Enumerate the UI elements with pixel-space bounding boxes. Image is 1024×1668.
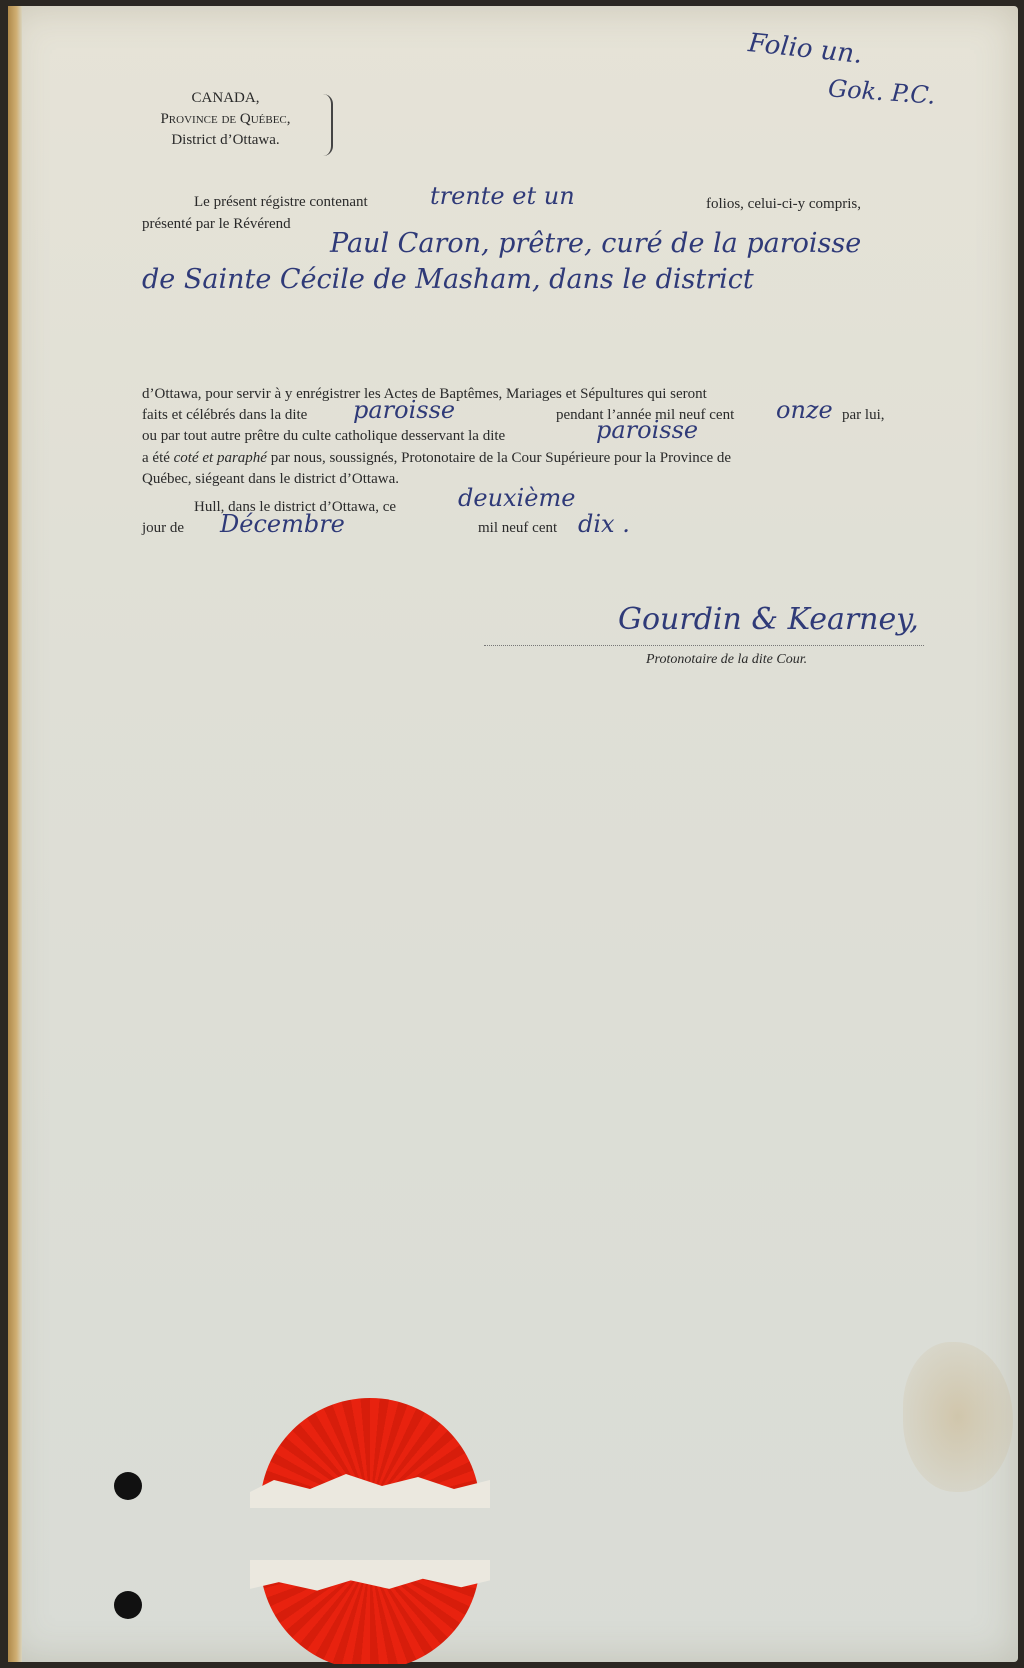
body-line-7-start: jour de: [142, 520, 185, 536]
body-fill-day: deuxième: [458, 484, 576, 512]
paper-stain: [903, 1342, 1013, 1492]
body-line-4: [142, 450, 731, 467]
body-line-2-end: par lui,: [842, 407, 885, 423]
signature-caption: Protonotaire de la dite Cour.: [646, 652, 808, 667]
header-brace: [323, 94, 333, 156]
body-fill-month: Décembre: [220, 510, 345, 538]
intro-line-1-start: Le présent régistre contenant: [194, 194, 368, 210]
body-line-4-end: par nous, soussignés, Protonotaire de la Cour Supérieure pour la Province de: [270, 450, 732, 466]
register-page: [8, 6, 1018, 1662]
wax-seal-upper: [250, 1398, 490, 1508]
body-line-1: d’Ottawa, pour servir à y enrégistrer les Actes de Baptêmes, Mariages et Sépultures qui seront: [142, 386, 707, 402]
intro-priest-name: Paul Caron, prêtre, curé de la paroisse: [330, 228, 862, 259]
body-line-3-start: ou par tout autre prêtre du culte catholique desservant la dite: [142, 428, 506, 444]
folio-initials: Gok. P.C.: [827, 74, 937, 110]
body-fill-parish-2: paroisse: [596, 416, 699, 444]
body-fill-year-2: dix .: [578, 510, 630, 538]
signature-line: [484, 645, 924, 646]
intro-parish-name: de Sainte Cécile de Masham, dans le district: [142, 264, 754, 295]
intro-line-1-end: folios, celui-ci-y compris,: [706, 196, 861, 212]
body-line-4-start: a été: [142, 450, 170, 466]
jurisdiction-header: [138, 88, 313, 151]
body-line-7-mid: mil neuf cent: [478, 520, 558, 536]
intro-line-2: présenté par le Révérend: [142, 216, 291, 232]
folio-note: Folio un.: [746, 28, 864, 70]
header-province: Province de Québec,: [160, 111, 291, 127]
header-country: CANADA,: [191, 90, 260, 106]
wax-seal-lower: [250, 1560, 490, 1664]
punch-hole-lower: [114, 1591, 142, 1619]
protonotary-signature: Gourdin & Kearney,: [618, 602, 919, 637]
intro-folio-count: trente et un: [430, 182, 575, 210]
body-fill-year-1: onze: [776, 396, 833, 424]
punch-hole-upper: [114, 1472, 142, 1500]
header-district: District d’Ottawa.: [171, 132, 280, 148]
body-line-4-italic: coté et paraphé: [173, 450, 267, 466]
page-binding: [8, 6, 22, 1662]
body-fill-parish-1: paroisse: [353, 396, 456, 424]
body-line-6-start: Hull, dans le district d’Ottawa, ce: [194, 499, 397, 515]
body-line-5: Québec, siégeant dans le district d’Ottawa.: [142, 471, 399, 487]
body-line-2-start: faits et célébrés dans la dite: [142, 407, 308, 423]
body-line-2-mid: pendant l’année mil neuf cent: [556, 407, 735, 423]
